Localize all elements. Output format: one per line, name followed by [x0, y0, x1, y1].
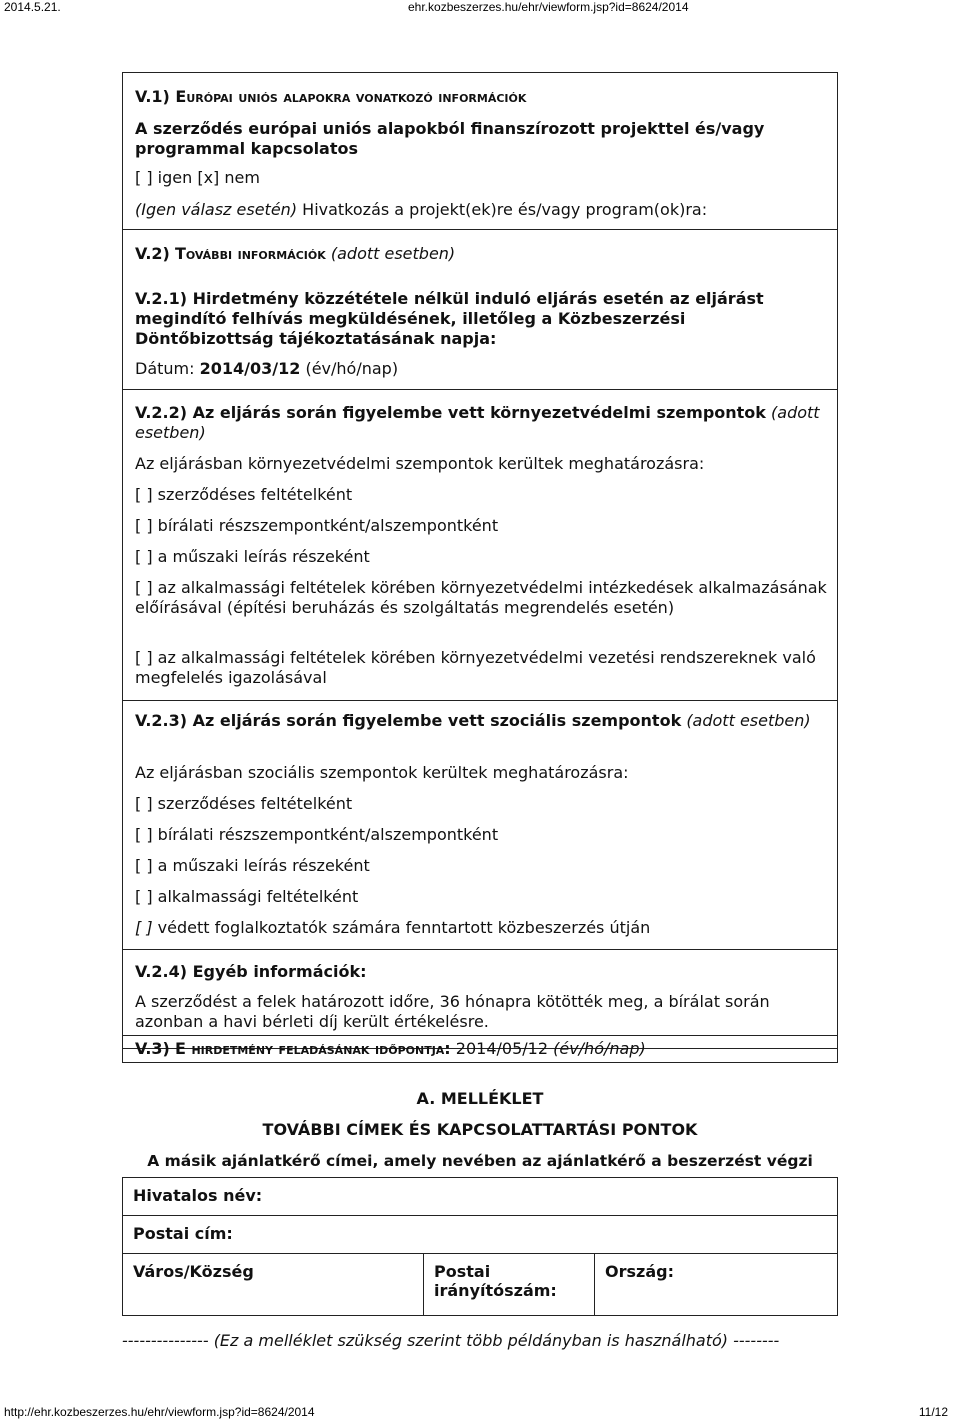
annex-subtitle: TOVÁBBI CÍMEK ÉS KAPCSOLATTARTÁSI PONTOK	[262, 1120, 698, 1139]
v21-title: V.2.1) Hirdetmény közzététele nélkül induló eljárás esetén az eljárást megindító felhívás megküldésének, illetőleg a Közbeszerzési Döntőbizottság tájékoztatásának napja:	[135, 289, 764, 348]
v23-title: V.2.3) Az eljárás során figyelembe vett szociális szempontok (adott esetben)	[135, 711, 811, 730]
v24-title: V.2.4) Egyéb információk:	[135, 962, 367, 981]
section-v-box	[122, 72, 838, 1049]
page-number: 11/12	[918, 1405, 948, 1419]
v21-date: Dátum: 2014/03/12 (év/hó/nap)	[135, 359, 399, 378]
v22-intro: Az eljárásban környezetvédelmi szempontok kerültek meghatározásra:	[135, 454, 705, 473]
v3-line: V.3) E hirdetmény feladásának időpontja: 2014/05/12 (év/hó/nap)	[135, 1039, 646, 1058]
annex-footnote: --------------- (Ez a melléklet szükség szerint több példányban is használható) --------	[122, 1331, 780, 1350]
v2-heading: V.2) További információk (adott esetben)	[135, 244, 456, 263]
divider	[123, 389, 837, 390]
annex-title: A. MELLÉKLET	[416, 1089, 544, 1108]
address-table	[122, 1177, 838, 1316]
divider	[123, 700, 837, 701]
v1-answer: [ ] igen [x] nem	[135, 168, 260, 187]
v22-item: [ ] bírálati részszempontként/alszempontként	[135, 516, 499, 535]
v23-item: [ ] a műszaki leírás részeként	[135, 856, 370, 875]
v1-reference: (Igen válasz esetén) Hivatkozás a projekt(ek)re és/vagy program(ok)ra:	[135, 200, 708, 219]
v23-intro: Az eljárásban szociális szempontok kerültek meghatározásra:	[135, 763, 629, 782]
v22-item: [ ] szerződéses feltételként	[135, 485, 353, 504]
v22-item: [ ] az alkalmassági feltételek körében környezetvédelmi intézkedések alkalmazásának előírásával (építési beruházás és szolgáltatás megrendelés esetén)	[135, 578, 827, 617]
country-label: Ország:	[595, 1254, 838, 1316]
print-url: ehr.kozbeszerzes.hu/ehr/viewform.jsp?id=8624/2014	[408, 0, 689, 14]
v23-item: [ ] szerződéses feltételként	[135, 794, 353, 813]
city-label: Város/Község	[123, 1254, 424, 1316]
divider	[123, 229, 837, 230]
footer-url: http://ehr.kozbeszerzes.hu/ehr/viewform.jsp?id=8624/2014	[4, 1405, 315, 1419]
divider	[123, 949, 837, 950]
v23-item: [ ] bírálati részszempontként/alszempontként	[135, 825, 499, 844]
section-v3-box	[122, 1033, 838, 1063]
v24-text: A szerződést a felek határozott időre, 36 hónapra kötötték meg, a bírálat során azonban a havi bérleti díj került értékelésre.	[135, 992, 770, 1031]
postal-address-label: Postai cím:	[123, 1216, 838, 1254]
annex-heading: A másik ajánlatkérő címei, amely nevében az ajánlatkérő a beszerzést végzi	[147, 1152, 813, 1170]
v23-item: [ ] védett foglalkoztatók számára fenntartott közbeszerzés útján	[135, 918, 651, 937]
official-name-label: Hivatalos név:	[123, 1178, 838, 1216]
v22-item: [ ] a műszaki leírás részeként	[135, 547, 370, 566]
postcode-label: Postai irányítószám:	[424, 1254, 595, 1316]
v22-title: V.2.2) Az eljárás során figyelembe vett környezetvédelmi szempontok (adott esetben)	[135, 403, 820, 442]
v22-item: [ ] az alkalmassági feltételek körében környezetvédelmi vezetési rendszereknek való megfelelés igazolásával	[135, 648, 816, 687]
v23-item: [ ] alkalmassági feltételként	[135, 887, 359, 906]
print-date: 2014.5.21.	[4, 0, 61, 14]
v1-question: A szerződés európai uniós alapokból finanszírozott projekttel és/vagy programmal kapcsolatos	[135, 119, 765, 158]
v1-heading: V.1) Európai uniós alapokra vonatkozó információk	[135, 87, 527, 106]
